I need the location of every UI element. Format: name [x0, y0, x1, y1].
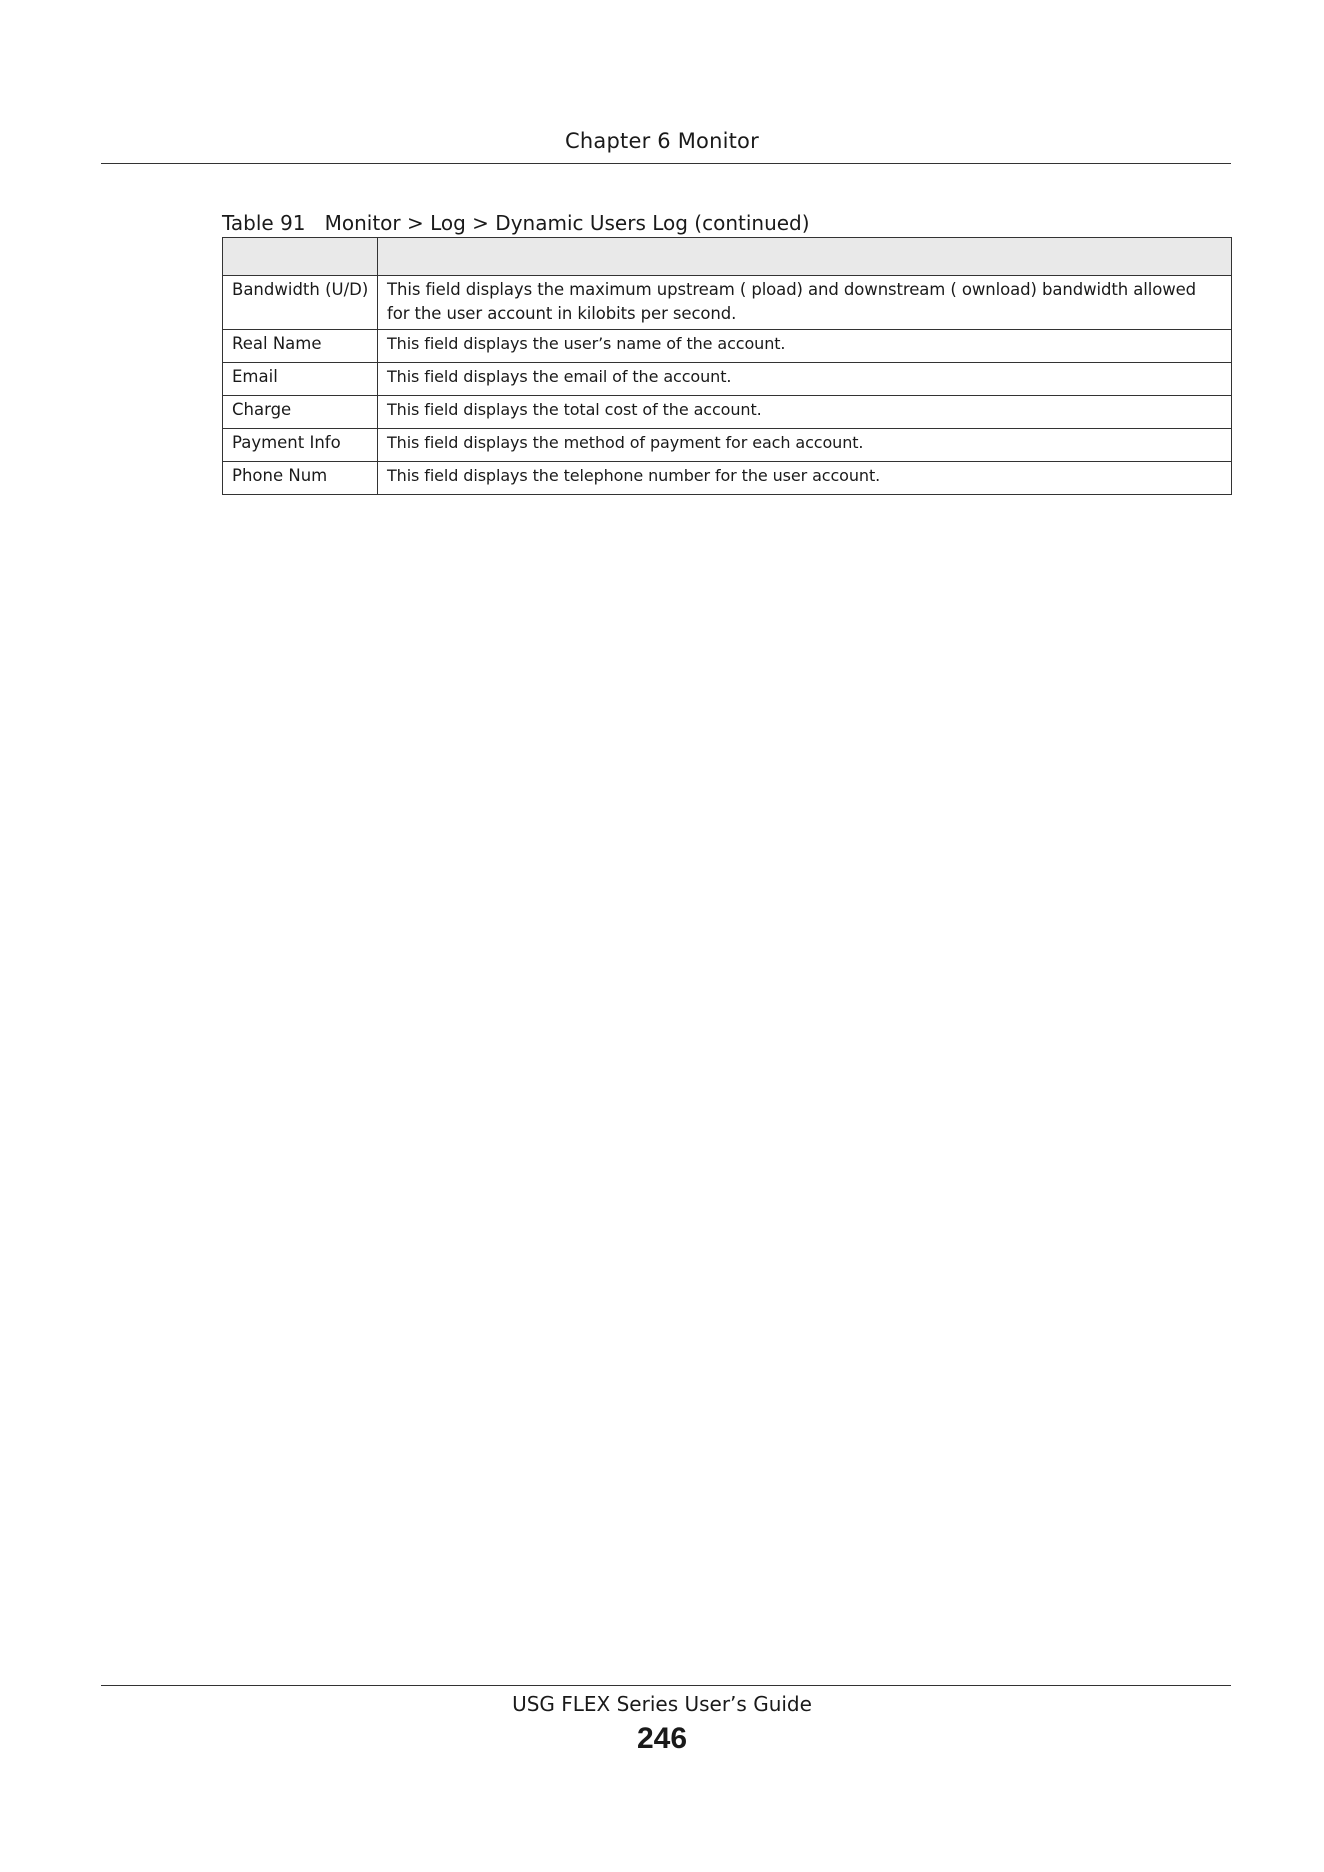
table-row [223, 330, 1232, 363]
table-caption: Table 91 Monitor > Log > Dynamic Users Log (continued) [222, 211, 810, 235]
table-row [223, 429, 1232, 462]
field-description: This field displays the telephone number for the user account. [378, 462, 1232, 495]
table-header-cell-description [378, 238, 1232, 276]
table-row [223, 396, 1232, 429]
field-label: Real Name [223, 330, 378, 363]
field-description: This field displays the method of payment for each account. [378, 429, 1232, 462]
table-header-cell-label [223, 238, 378, 276]
footer-divider [101, 1685, 1231, 1686]
field-description-table [222, 237, 1232, 495]
field-description: This field displays the email of the account. [378, 363, 1232, 396]
field-label: Phone Num [223, 462, 378, 495]
chapter-header: Chapter 6 Monitor [565, 129, 759, 153]
field-description: This field displays the total cost of the account. [378, 396, 1232, 429]
table-row [223, 462, 1232, 495]
table-header-row [223, 238, 1232, 276]
page-number: 246 [636, 1722, 688, 1755]
field-description: This field displays the user’s name of the account. [378, 330, 1232, 363]
field-label: Payment Info [223, 429, 378, 462]
field-description: This field displays the maximum upstream ( pload) and downstream ( ownload) bandwidth allowed for the user account in kilobits per second. [378, 276, 1232, 330]
guide-title: USG FLEX Series User’s Guide [512, 1692, 812, 1716]
field-label: Charge [223, 396, 378, 429]
table-row [223, 363, 1232, 396]
field-label: Email [223, 363, 378, 396]
header-divider [101, 163, 1231, 164]
table-row [223, 276, 1232, 330]
field-label: Bandwidth (U/D) [223, 276, 378, 330]
